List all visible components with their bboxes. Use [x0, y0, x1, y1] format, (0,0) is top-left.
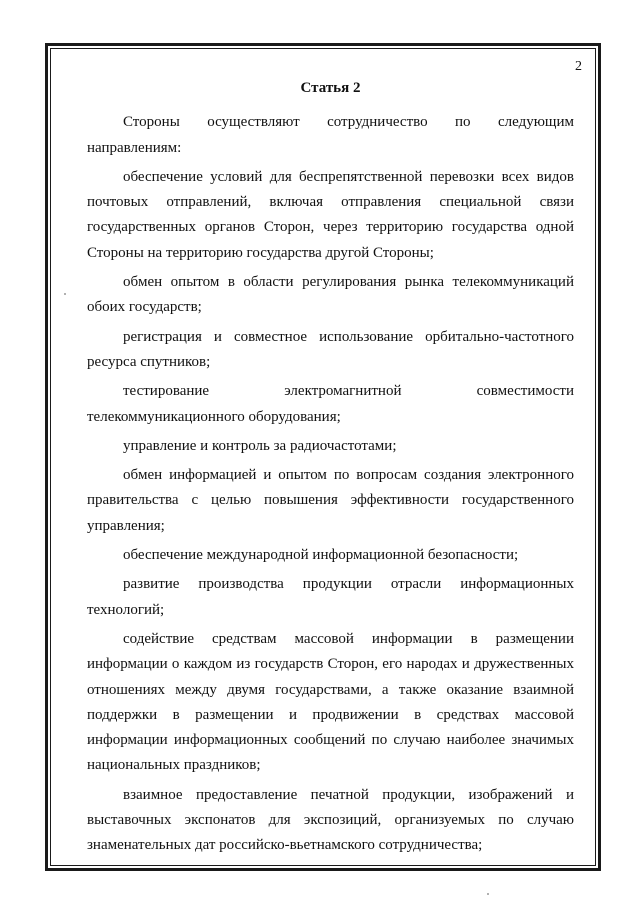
paragraph-it-production: развитие производства продукции отрасли информационных технологий; [87, 576, 574, 618]
paragraph-postal: обеспечение условий для беспрепятственной перевозки всех видов почтовых отправлений, включая отправления специальной связи государственных органов Сторон, через территорию государства одной Стороны на территорию государства другой Стороны; [87, 168, 574, 261]
paragraph-radio-frequency: управление и контроль за радиочастотами; [123, 437, 397, 454]
paragraph-telecom-market: обмен опытом в области регулирования рынка телекоммуникаций обоих государств; [87, 274, 574, 316]
paragraph-print-exhibits: взаимное предоставление печатной продукции, изображений и выставочных экспонатов для экспозиций, организуемых по случаю знаменательных дат российско-вьетнамского сотрудничества; [87, 786, 574, 854]
paragraph-info-security: обеспечение международной информационной безопасности; [123, 547, 519, 564]
paragraph-emc-testing: тестирование электромагнитной совместимости телекоммуникационного оборудования; [87, 383, 574, 425]
paragraph-e-government: обмен информацией и опытом по вопросам создания электронного правительства с целью повышения эффективности государственного управления; [87, 467, 574, 534]
scan-speck [64, 293, 66, 295]
article-title: Статья 2 [300, 80, 361, 96]
paragraph-orbital-resource: регистрация и совместное использование орбитально-частотного ресурса спутников; [87, 328, 574, 370]
paragraph-intro: Стороны осуществляют сотрудничество по следующим направлениям: [87, 114, 574, 156]
paragraph-mass-media: содействие средствам массовой информации в размещении информации о каждом из государств Сторон, его народах и дружественных отношениях между двумя государствами, а также оказание взаимной поддержки в размещении и продвижении в средствах массовой информации информационных сообщений по случаю наиболее значимых национальных праздников; [87, 630, 574, 774]
scan-speck [487, 893, 489, 895]
document-body [87, 76, 574, 863]
page-number: 2 [575, 59, 582, 74]
